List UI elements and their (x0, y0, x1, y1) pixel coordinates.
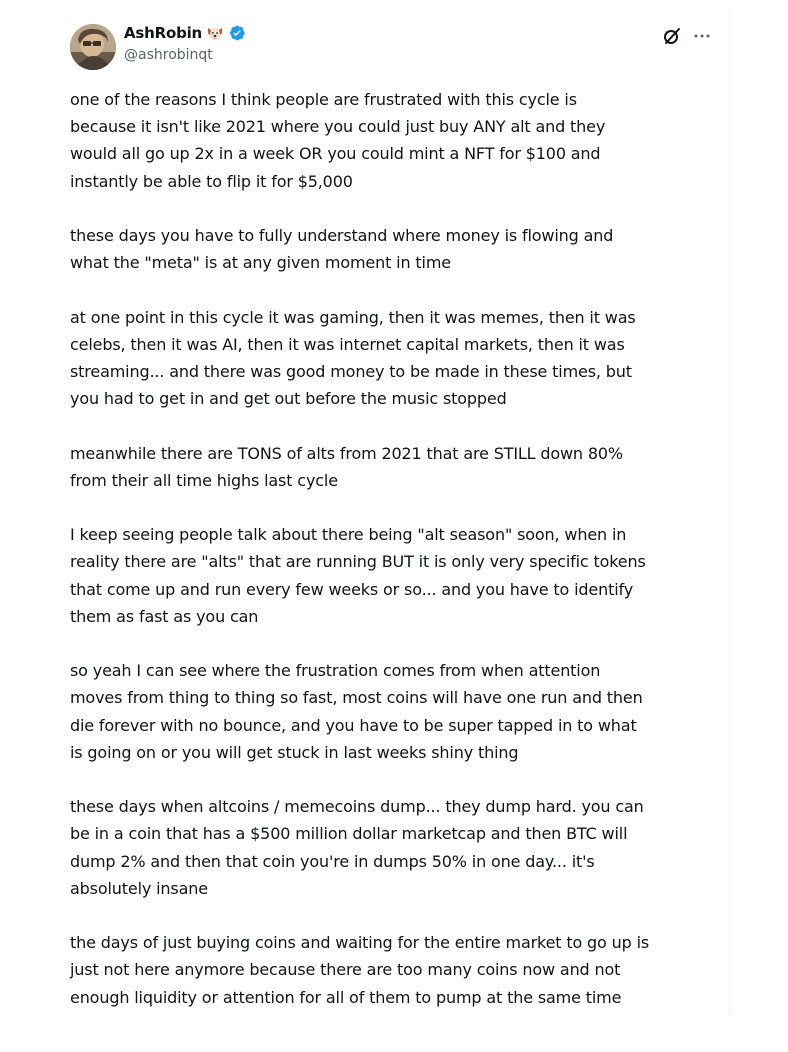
post-text-line: them as fast as you can (70, 606, 259, 626)
post-paragraph (70, 222, 720, 276)
post-paragraph (70, 793, 720, 902)
post-text-line: that come up and run every few weeks or so... and you have to identify (70, 579, 634, 599)
post-body (70, 86, 720, 1038)
display-name[interactable]: AshRobin (124, 24, 203, 42)
post-text-line: enough liquidity or attention for all of them to pump at the same time (70, 987, 622, 1007)
verified-badge-icon[interactable] (228, 24, 246, 42)
post-paragraph (70, 86, 720, 195)
post-paragraph (70, 521, 720, 630)
post-paragraph (70, 929, 720, 1011)
post-text-line: one of the reasons I think people are frustrated with this cycle is (70, 90, 577, 109)
post-text-line: meanwhile there are TONS of alts from 2021 that are STILL down 80% (70, 443, 623, 463)
post-text-line: streaming... and there was good money to be made in these times, but (70, 362, 632, 381)
post-text-line: instantly be able to flip it for $5,000 (70, 171, 353, 191)
dog-face-emoji-icon (206, 24, 224, 42)
post-text-line: what the "meta" is at any given moment in time (70, 253, 451, 273)
avatar[interactable] (70, 24, 116, 70)
avatar-image (70, 24, 116, 70)
name-row (124, 22, 246, 44)
post-text-line: from their all time highs last cycle (70, 470, 338, 490)
post-text-line: be in a coin that has a $500 million dollar marketcap and then BTC will (70, 824, 628, 844)
post-text-line: I keep seeing people talk about there being "alt season" soon, when in (70, 525, 627, 545)
post-header (70, 22, 720, 72)
post-paragraph (70, 657, 720, 766)
post-text-line: these days you have to fully understand where money is flowing and (70, 226, 614, 245)
post-text-line: the days of just buying coins and waiting for the entire market to go up is (70, 933, 650, 953)
post-text-line: because it isn't like 2021 where you could just buy ANY alt and they (70, 117, 606, 137)
post-text-line: moves from thing to thing so fast, most coins will have one run and then (70, 688, 643, 708)
post-text-line: so yeah I can see where the frustration comes from when attention (70, 661, 601, 681)
author-handle[interactable]: @ashrobinqt (124, 47, 213, 63)
post-text-line: die forever with no bounce, and you have to be super tapped in to what (70, 715, 637, 735)
post-text-line: these days when altcoins / memecoins dump... they dump hard. you can (70, 797, 644, 817)
post-text-line: just not here anymore because there are too many coins now and not (70, 960, 621, 980)
post-paragraph (70, 304, 720, 413)
post-text-line: absolutely insane (70, 878, 208, 898)
column-divider (729, 10, 730, 1015)
post-text-line: reality there are "alts" that are running BUT it is only very specific tokens (70, 552, 646, 572)
post-paragraph (70, 440, 720, 494)
post-text-line: would all go up 2x in a week OR you could mint a NFT for $100 and (70, 144, 601, 164)
author-identity (124, 22, 246, 63)
post-text-line: dump 2% and then that coin you're in dumps 50% in one day... it's (70, 851, 595, 871)
post-text-line: celebs, then it was AI, then it was internet capital markets, then it was (70, 334, 625, 354)
post-text-line: at one point in this cycle it was gaming, then it was memes, then it was (70, 307, 636, 327)
post-text-line: you had to get in and get out before the music stopped (70, 389, 507, 409)
more-options-icon[interactable] (692, 28, 712, 44)
post-text-line: is going on or you will get stuck in last weeks shiny thing (70, 742, 519, 762)
grok-icon[interactable] (662, 26, 682, 46)
